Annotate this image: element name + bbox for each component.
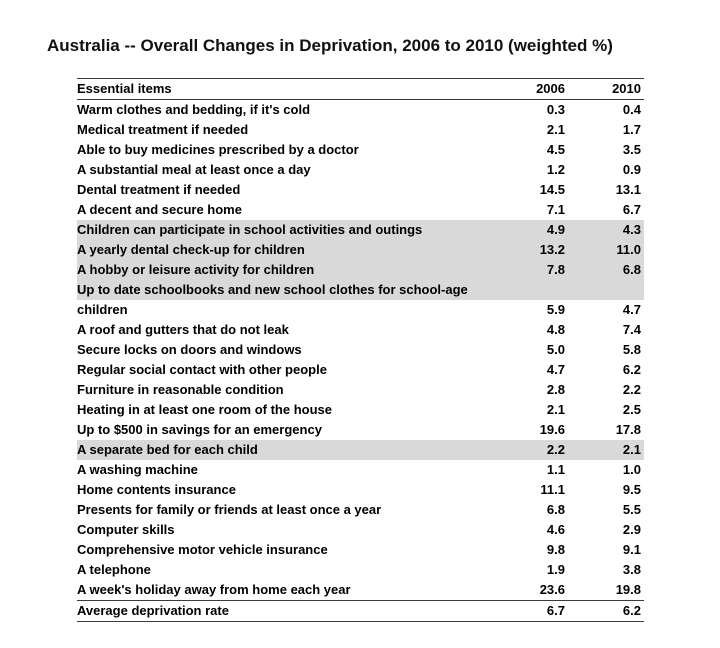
table-row [77,360,644,380]
value-2006-cell: 4.7 [546,362,565,377]
value-2010-cell: 2.2 [622,382,641,397]
table-row [77,320,644,340]
value-2010-cell: 17.8 [615,422,641,437]
item-cell: Comprehensive motor vehicle insurance [77,542,328,557]
item-cell: Medical treatment if needed [77,122,249,137]
value-2006-cell: 7.8 [546,262,565,277]
table-row [77,500,644,520]
value-2006-cell: 1.1 [546,462,565,477]
value-2006-cell: 7.1 [546,202,565,217]
table-row [77,560,644,580]
value-2010-cell: 6.8 [622,262,641,277]
table-row [77,380,644,400]
value-2010-cell [565,280,644,300]
value-2010-cell: 13.1 [615,182,641,197]
page-title: Australia -- Overall Changes in Deprivation, 2006 to 2010 (weighted %) [47,36,613,55]
column-header-2006: 2006 [507,79,565,100]
value-2010-cell: 2.1 [622,442,641,457]
value-2006-cell: 19.6 [539,422,565,437]
value-2010-cell: 6.7 [622,202,641,217]
item-cell: A week's holiday away from home each year [77,582,351,597]
table-row [77,280,644,300]
value-2006-cell: 1.2 [546,162,565,177]
header-row [77,79,644,100]
table-row [77,240,644,260]
item-cell: Up to $500 in savings for an emergency [77,422,322,437]
table-row [77,220,644,240]
value-2006-cell: 6.7 [546,603,565,618]
value-2010-cell: 11.0 [616,242,641,257]
item-cell: Computer skills [77,522,175,537]
deprivation-table-container [77,78,644,622]
table-row [77,300,644,320]
table-body [77,100,644,622]
value-2010-cell: 4.3 [622,222,641,237]
value-2010-cell: 9.5 [622,482,641,497]
table-row [77,400,644,420]
table-row [77,440,644,460]
column-header-2010: 2010 [565,79,644,100]
table-row [77,180,644,200]
table-row [77,580,644,601]
value-2006-cell: 4.9 [546,222,565,237]
value-2010-cell: 5.8 [622,342,641,357]
value-2010-cell: 3.5 [622,142,641,157]
table-row [77,120,644,140]
table-row [77,260,644,280]
table-row [77,100,644,121]
value-2010-cell: 2.5 [622,402,641,417]
item-cell: Able to buy medicines prescribed by a doctor [77,142,359,157]
table-row [77,200,644,220]
table-row [77,460,644,480]
value-2006-cell: 2.8 [546,382,565,397]
value-2010-cell: 5.5 [622,502,641,517]
value-2006-cell: 6.8 [546,502,565,517]
item-cell: A roof and gutters that do not leak [77,322,289,337]
value-2010-cell: 0.4 [622,102,641,117]
item-cell: Heating in at least one room of the house [77,402,332,417]
table-row [77,340,644,360]
value-2006-cell: 0.3 [546,102,565,117]
value-2006-cell: 9.8 [546,542,565,557]
item-cell: Secure locks on doors and windows [77,342,302,357]
table-row [77,160,644,180]
value-2006-cell: 5.0 [546,342,565,357]
value-2010-cell: 3.8 [622,562,641,577]
item-cell: Dental treatment if needed [77,182,241,197]
value-2006-cell: 23.6 [539,582,565,597]
item-cell: Presents for family or friends at least once a year [77,502,382,517]
value-2010-cell: 0.9 [622,162,641,177]
value-2010-cell: 6.2 [622,603,641,618]
value-2010-cell: 9.1 [622,542,641,557]
value-2010-cell: 1.7 [622,122,641,137]
value-2006-cell: 5.9 [546,302,565,317]
value-2006-cell: 4.8 [546,322,565,337]
item-cell: A separate bed for each child [77,442,258,457]
table-row [77,480,644,500]
table-header [77,79,644,100]
value-2006-cell: 2.1 [546,402,565,417]
value-2006-cell [507,280,565,300]
item-cell: children [77,302,128,317]
value-2006-cell: 2.2 [546,442,565,457]
value-2006-cell: 4.6 [546,522,565,537]
value-2010-cell: 19.8 [615,582,641,597]
value-2010-cell: 6.2 [622,362,641,377]
value-2010-cell: 4.7 [622,302,641,317]
value-2006-cell: 11.1 [540,482,565,497]
item-cell: A hobby or leisure activity for children [77,262,315,277]
item-cell: A decent and secure home [77,202,242,217]
item-cell: Up to date schoolbooks and new school clothes for school-age [77,282,468,297]
value-2006-cell: 1.9 [546,562,565,577]
value-2010-cell: 7.4 [622,322,641,337]
value-2006-cell: 4.5 [546,142,565,157]
value-2006-cell: 2.1 [546,122,565,137]
value-2006-cell: 14.5 [539,182,565,197]
item-cell: Warm clothes and bedding, if it's cold [77,102,311,117]
value-2006-cell: 13.2 [539,242,565,257]
item-cell: Average deprivation rate [77,603,229,618]
item-cell: A washing machine [77,462,198,477]
table-row [77,520,644,540]
item-cell: A yearly dental check-up for children [77,242,305,257]
item-cell: A telephone [77,562,151,577]
item-cell: A substantial meal at least once a day [77,162,311,177]
item-cell: Home contents insurance [77,482,236,497]
value-2010-cell: 1.0 [622,462,641,477]
table-row [77,540,644,560]
table-row [77,140,644,160]
deprivation-table [77,78,644,622]
value-2010-cell: 2.9 [622,522,641,537]
item-cell: Children can participate in school activities and outings [77,222,423,237]
table-row [77,601,644,622]
table-row [77,420,644,440]
column-header-essential-items: Essential items [77,79,507,100]
item-cell: Regular social contact with other people [77,362,327,377]
item-cell: Furniture in reasonable condition [77,382,284,397]
